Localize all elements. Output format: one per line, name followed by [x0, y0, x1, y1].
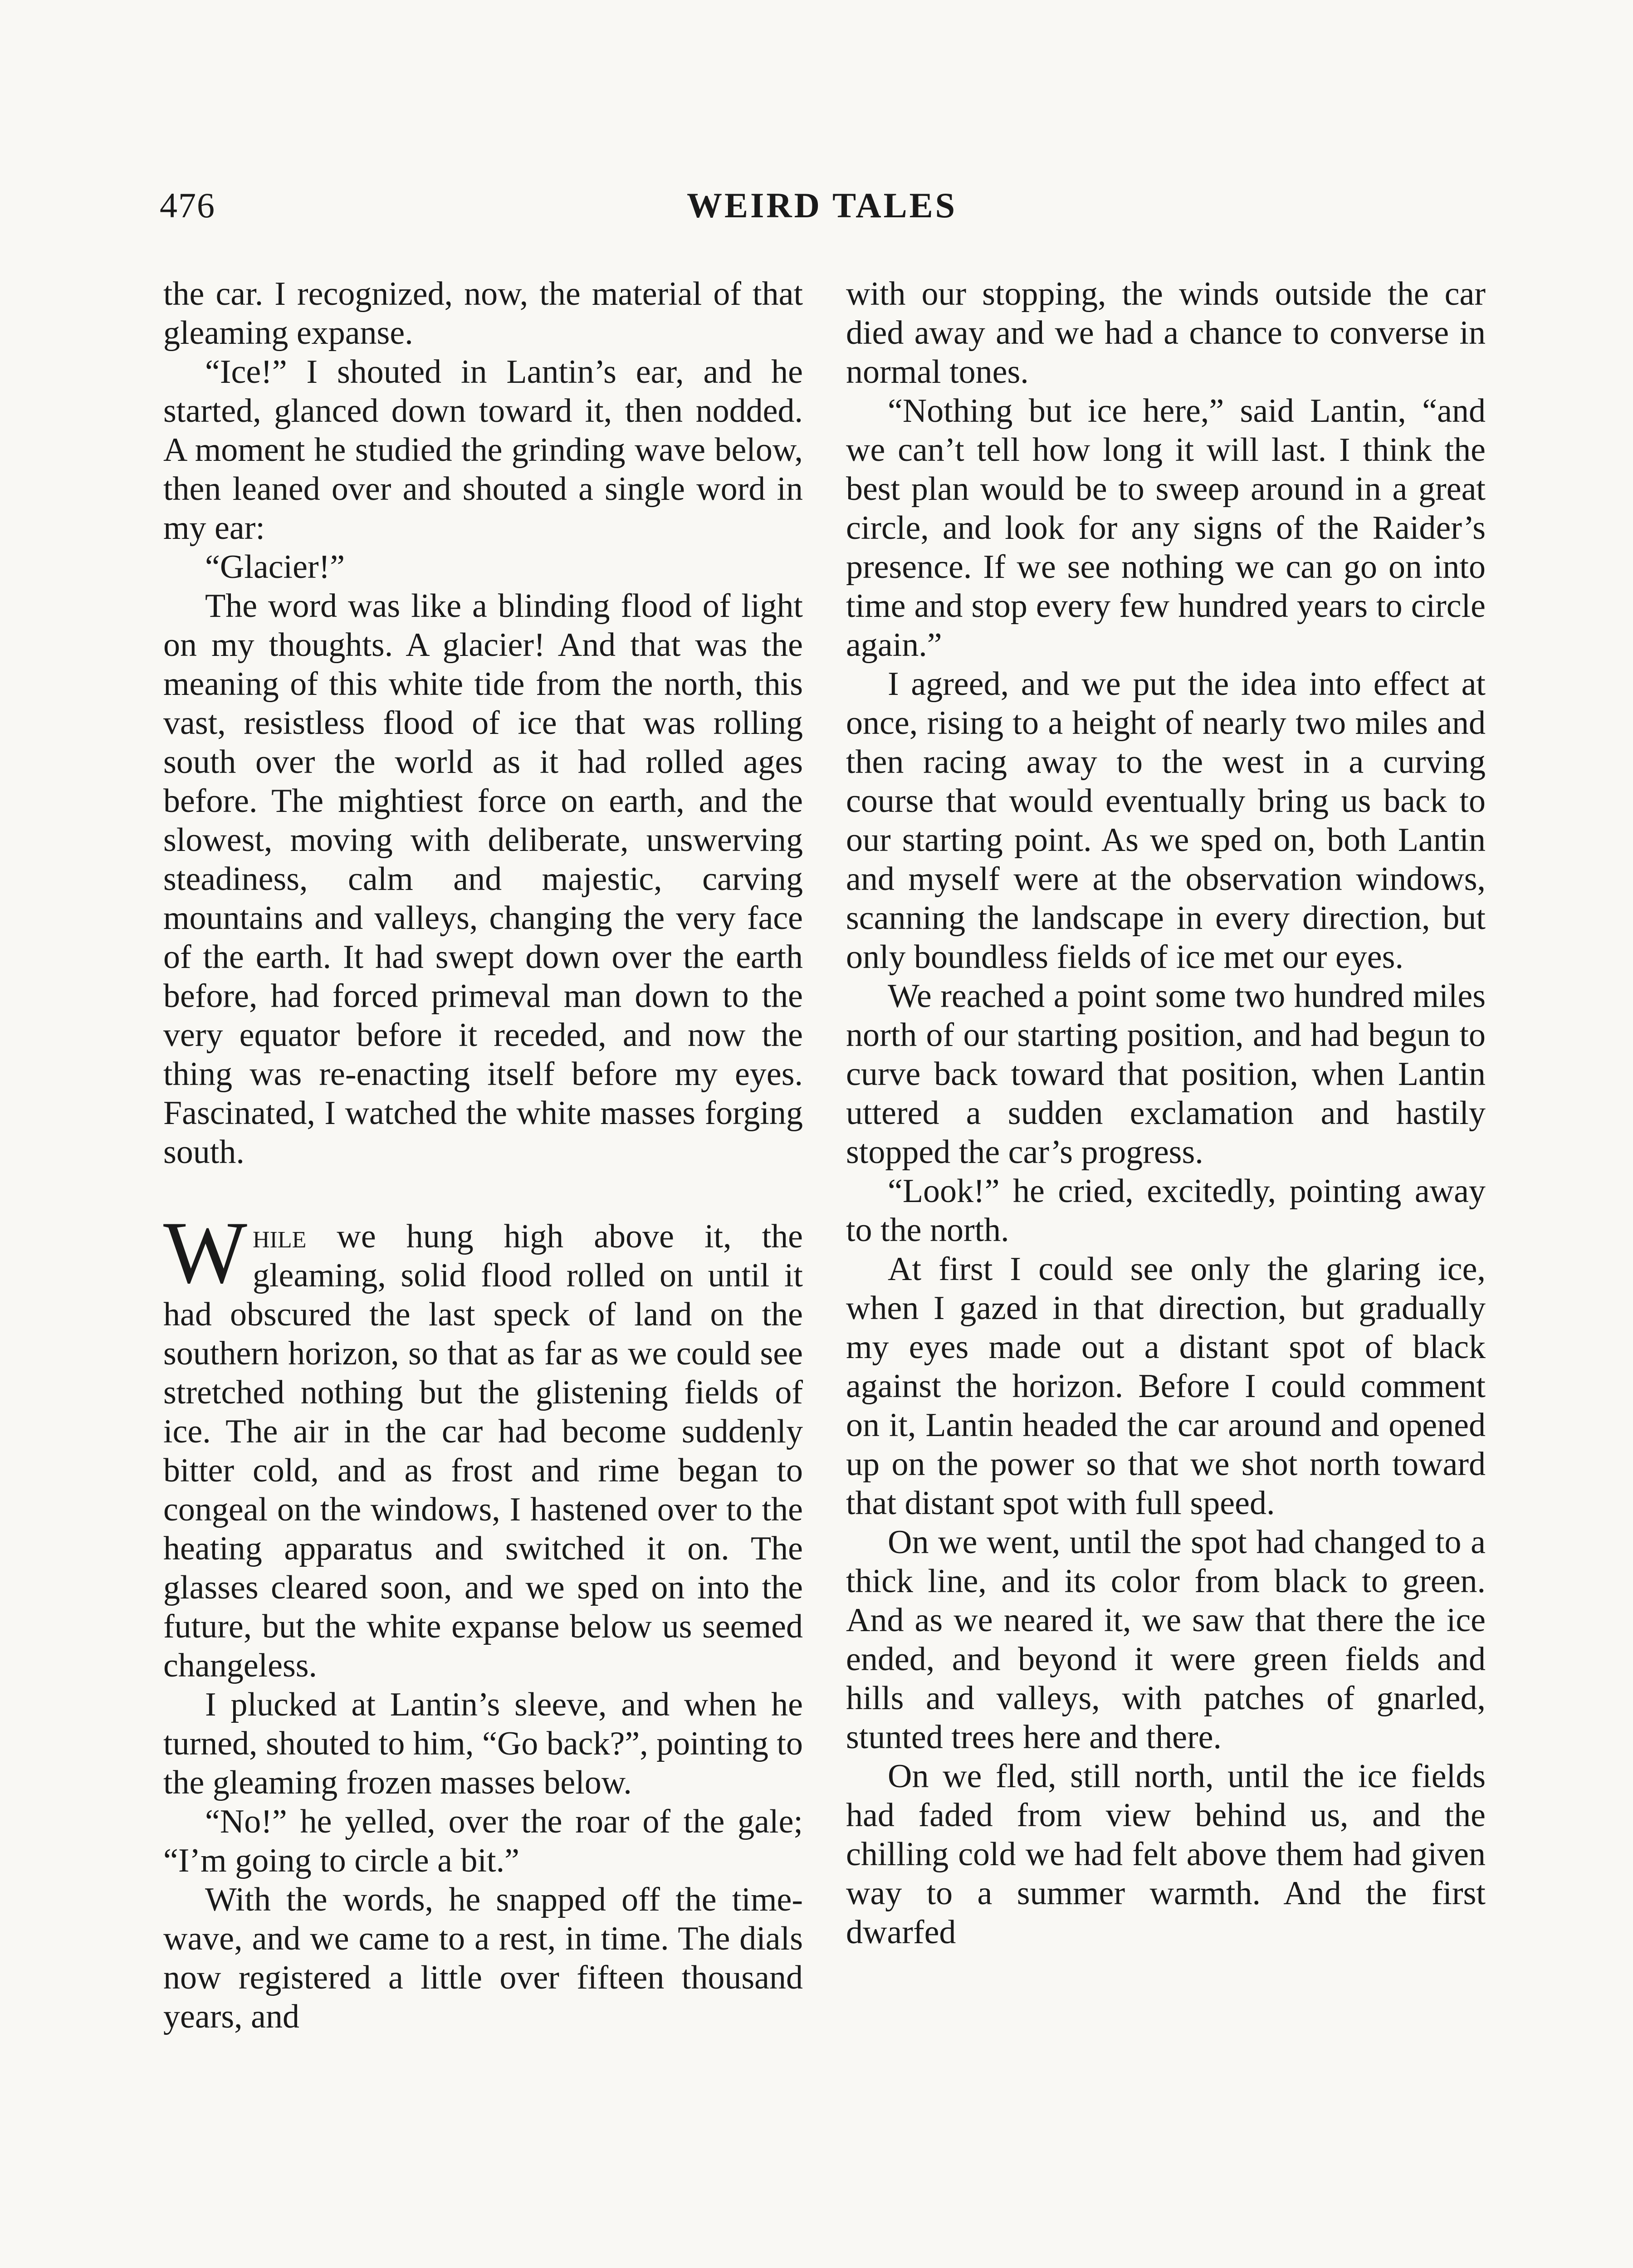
paragraph: On we went, until the spot had changed to a thick line, and its color from black to green. And as we neared it, we saw that there the ice ended, and beyond it were green fields and hills and valleys, with patches of gnarled, stunted trees here and there. — [846, 1524, 1486, 1756]
paragraph: We reached a point some two hundred miles north of our starting position, and had begun to curve back toward that position, when Lantin uttered a sudden exclamation and hastily stopped the car’s progress. — [846, 978, 1486, 1171]
drop-cap: W — [163, 1203, 247, 1302]
paragraph: “Nothing but ice here,” said Lantin, “and we can’t tell how long it will last. I think the best plan would be to sweep around in a great circle, and look for any signs of the Raider’s presence. If we see nothing we can go on into time and stop every few hundred years to circle again.” — [846, 392, 1486, 664]
running-title: WEIRD TALES — [686, 186, 958, 225]
paragraph: With the words, he snapped off the time-wave, and we came to a rest, in time. The dials now registered a little over fifteen thousand years, and — [163, 1881, 803, 2035]
left-column — [163, 274, 803, 2036]
paragraph: with our stopping, the winds outside the car died away and we had a chance to converse in normal tones. — [846, 275, 1486, 391]
paragraph: At first I could see only the glaring ice, when I gazed in that direction, but gradually my eyes made out a distant spot of black against the horizon. Before I could comment on it, Lantin headed the car around and opened up on the power so that we shot north toward that distant spot with full speed. — [846, 1251, 1486, 1522]
section-opening-paragraph — [163, 1203, 803, 1685]
paragraph: “No!” he yelled, over the roar of the gale; “I’m going to circle a bit.” — [163, 1803, 803, 1879]
paragraph: “Look!” he cried, excitedly, pointing away to the north. — [846, 1173, 1486, 1249]
paragraph: “Ice!” I shouted in Lantin’s ear, and he started, glanced down toward it, then nodded. A moment he studied the grinding wave below, then leaned over and shouted a single word in my ear: — [163, 353, 803, 547]
paragraph: The word was like a blinding flood of light on my thoughts. A glacier! And that was the meaning of this white tide from the north, this vast, resistless flood of ice that was rolling south over the world as it had rolled ages before. The mightiest force on earth, and the slowest, moving with deliberate, unswerving steadiness, calm and majestic, carving mountains and valleys, changing the very face of the earth. It had swept down over the earth before, had forced primeval man down to the very equator before it receded, and now the thing was re-enacting itself before my eyes. Fascinated, I watched the white masses forging south. — [163, 587, 803, 1171]
small-caps-lead: hile — [253, 1218, 307, 1255]
paragraph: I agreed, and we put the idea into effect at once, rising to a height of nearly two miles and then racing away to the west in a curving course that would eventually bring us back to our starting point. As we sped on, both Lantin and myself were at the observation windows, scanning the landscape in every direction, but only boundless fields of ice met our eyes. — [846, 665, 1486, 976]
page-number: 476 — [160, 186, 215, 225]
paragraph-text: we hung high above it, the gleaming, solid flood rolled on until it had obscured the last speck of land on the southern horizon, so that as far as we could see stretched nothing but the glistening fields of ice. The air in the car had become suddenly bitter cold, and as frost and rime began to congeal on the windows, I hastened over to the heating apparatus and switched it on. The glasses cleared soon, and we sped on into the future, but the white expanse below us seemed changeless. — [163, 1218, 803, 1684]
paragraph: the car. I recognized, now, the material of that gleaming expanse. — [163, 275, 803, 352]
paragraph: On we fled, still north, until the ice fields had faded from view behind us, and the chilling cold we had felt above them had given way to a summer warmth. And the first dwarfed — [846, 1758, 1486, 1951]
paragraph: “Glacier!” — [205, 548, 345, 586]
paragraph: I plucked at Lantin’s sleeve, and when he turned, shouted to him, “Go back?”, pointing to the gleaming frozen masses below. — [163, 1686, 803, 1801]
right-column — [846, 274, 1486, 1952]
page-header — [160, 185, 1484, 235]
